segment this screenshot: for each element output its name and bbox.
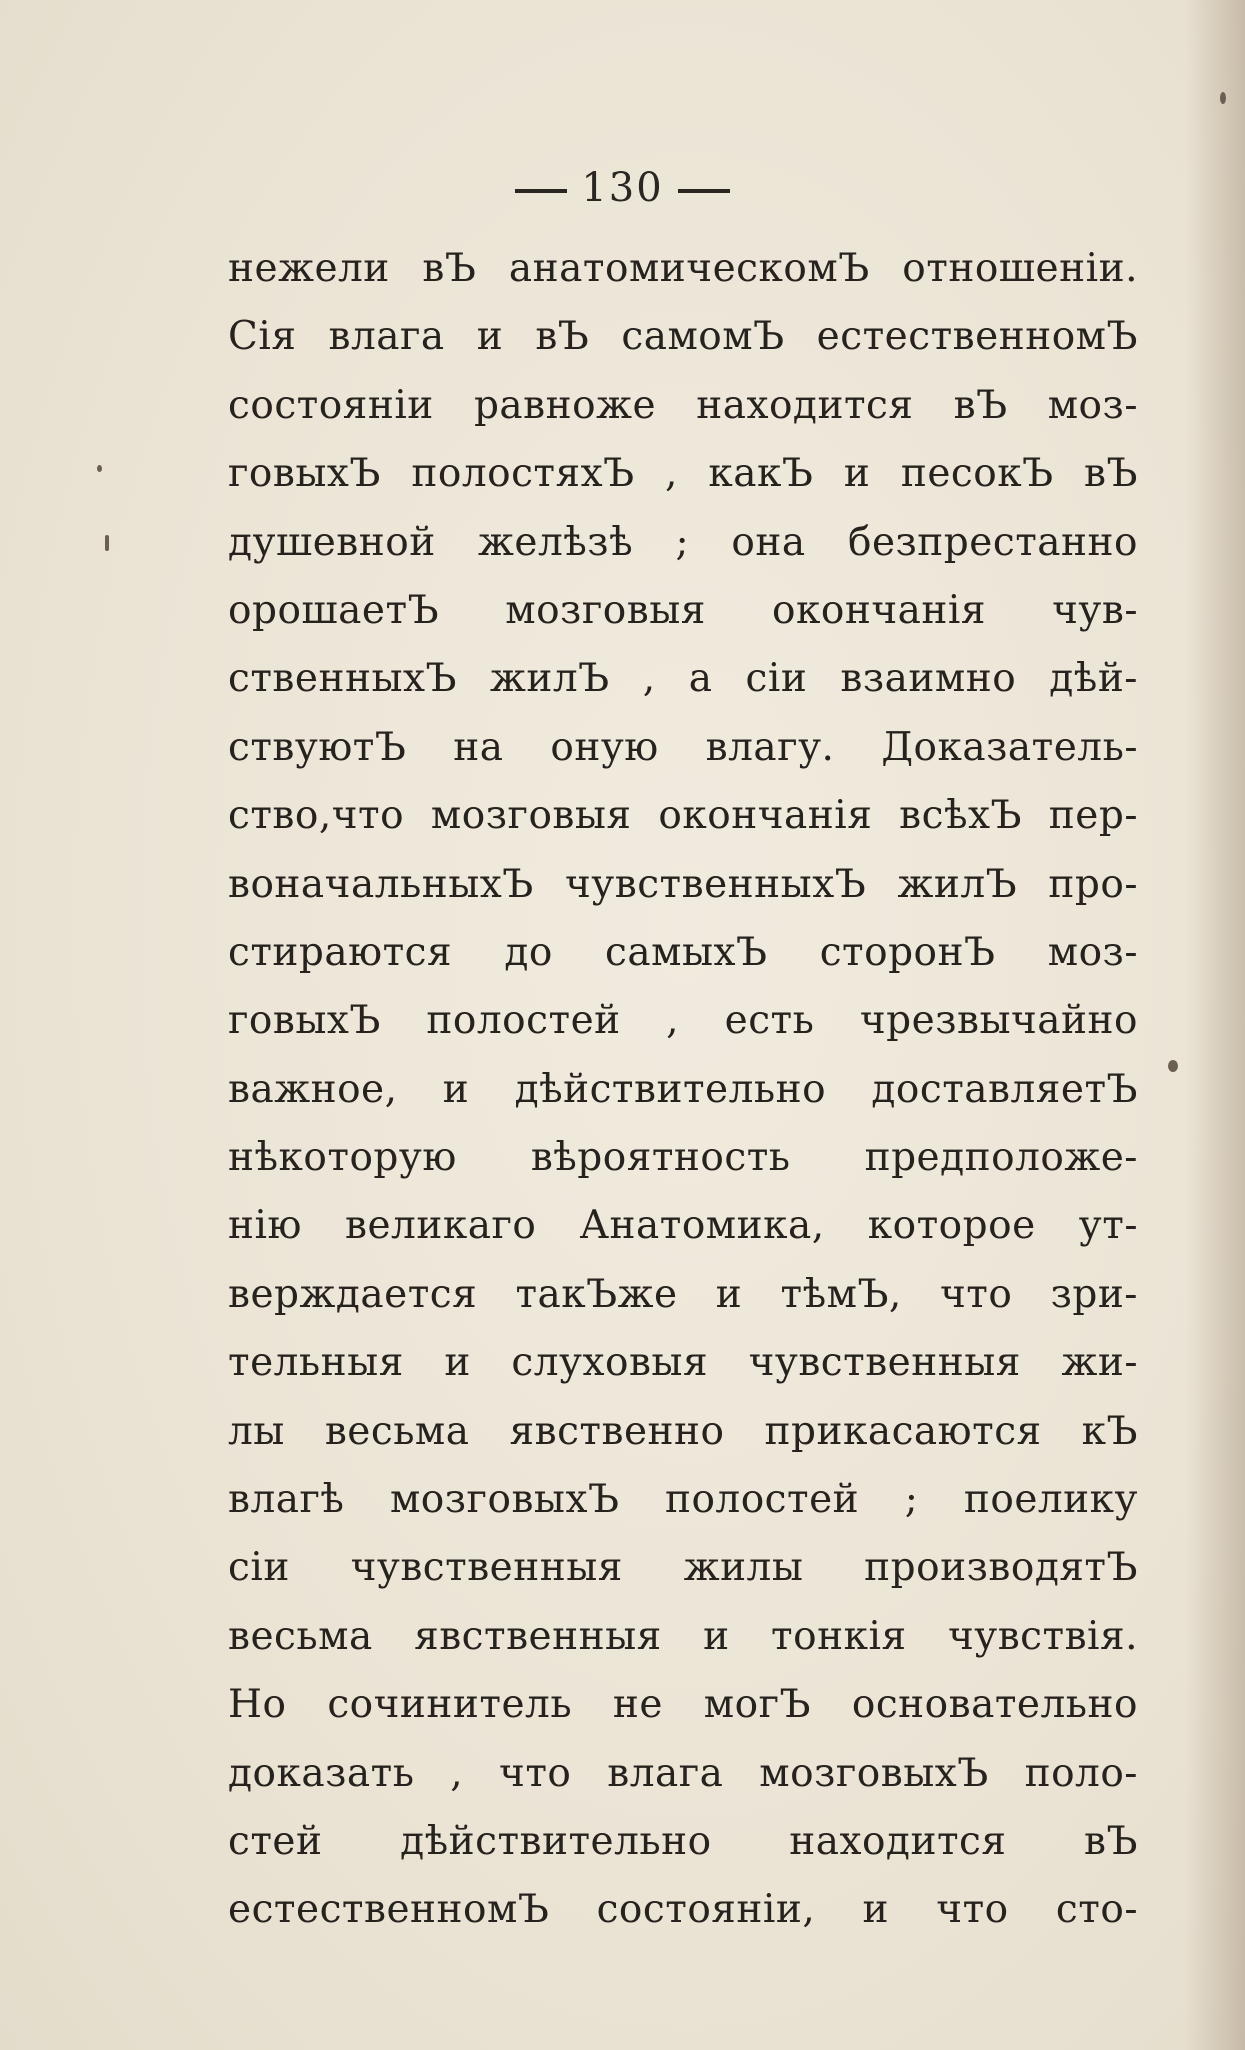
- ink-speck: [1168, 1060, 1178, 1072]
- text-line: состоянiи равноже находится вЪ моз-: [228, 382, 1138, 428]
- ink-speck: [1220, 92, 1226, 104]
- text-line: стираются до самыхЪ сторонЪ моз-: [228, 929, 1138, 975]
- text-line: стей дѣйствительно находится вЪ: [228, 1818, 1138, 1864]
- text-line: нiю великаго Анатомика, которое ут-: [228, 1203, 1138, 1249]
- text-line: говыхЪ полостяхЪ , какЪ и песокЪ вЪ: [228, 451, 1138, 497]
- text-line: доказать , что влага мозговыхЪ поло-: [228, 1750, 1138, 1796]
- text-line: лы весьма явственно прикасаются кЪ: [228, 1408, 1138, 1454]
- text-line: важное, и дѣйствительно доставляетЪ: [228, 1066, 1138, 1112]
- page-number: [0, 165, 1245, 211]
- text-line: Но сочинитель не могЪ основательно: [228, 1682, 1138, 1728]
- text-line: нежели вЪ анатомическомЪ отношенiи.: [228, 246, 1138, 291]
- ink-speck: [97, 465, 102, 472]
- text-line: сiи чувственныя жилы производятЪ: [228, 1545, 1138, 1591]
- page-edge-shadow: [1185, 0, 1245, 2050]
- text-line: ственныхЪ жилЪ , а сiи взаимно дѣй-: [228, 656, 1138, 702]
- text-line: воначальныхЪ чувственныхЪ жилЪ про-: [228, 861, 1138, 907]
- body-text: [228, 235, 1138, 1945]
- text-line: говыхЪ полостей , есть чрезвычайно: [228, 998, 1138, 1044]
- folio-dash-right: [678, 189, 730, 193]
- text-line: Сiя влага и вЪ самомЪ естественномЪ: [228, 314, 1138, 360]
- text-line: весьма явственныя и тонкiя чувствiя.: [228, 1613, 1138, 1659]
- text-line: ство,что мозговыя окончанiя всѣхЪ пер-: [228, 793, 1138, 839]
- ink-speck: [105, 535, 109, 551]
- text-line: орошаетЪ мозговыя окончанiя чув-: [228, 587, 1138, 633]
- text-line: тельныя и слуховыя чувственныя жи-: [228, 1340, 1138, 1386]
- text-line: естественномЪ состоянiи, и что сто-: [228, 1887, 1138, 1933]
- text-line: душевной желѣзѣ ; она безпрестанно: [228, 519, 1138, 565]
- text-line: верждается такЪже и тѣмЪ, что зри-: [228, 1271, 1138, 1317]
- folio-dash-left: [515, 189, 567, 193]
- text-line: ствуютЪ на оную влагу. Доказатель-: [228, 724, 1138, 770]
- text-line: нѣкоторую вѣроятность предположе-: [228, 1135, 1138, 1181]
- text-line: влагѣ мозговыхЪ полостей ; поелику: [228, 1477, 1138, 1523]
- page-number-text: 130: [581, 165, 664, 211]
